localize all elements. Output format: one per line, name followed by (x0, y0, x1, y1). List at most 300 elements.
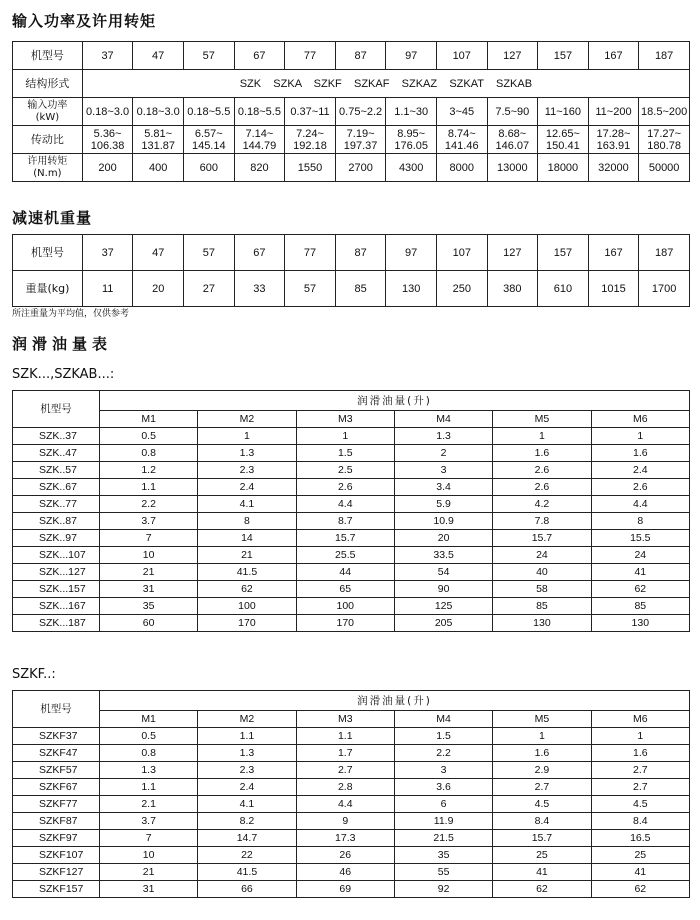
ratio-cell (538, 126, 589, 154)
oil-volume-cell: 26 (296, 847, 394, 864)
torque-cell: 400 (133, 154, 184, 182)
model-cell: SZK..77 (13, 496, 100, 513)
oil-volume-cell: 2.4 (198, 779, 296, 796)
torque-cell: 820 (234, 154, 285, 182)
oil-volume-cell: 1.6 (591, 745, 689, 762)
oil-volume-cell: 3.6 (394, 779, 492, 796)
oil-volume-cell: 14.7 (198, 830, 296, 847)
torque-cell: 8000 (436, 154, 487, 182)
model-cell: 157 (538, 235, 589, 271)
oil-volume-cell: 1.1 (296, 728, 394, 745)
oil-volume-cell: 16.5 (591, 830, 689, 847)
oil-volume-cell: 10 (99, 547, 197, 564)
oil-volume-cell: 8 (198, 513, 296, 530)
oil-volume-cell: 1.1 (198, 728, 296, 745)
weight-row-value (13, 271, 690, 307)
oil-volume-cell: 1.2 (99, 462, 197, 479)
model-cell: 57 (184, 235, 235, 271)
oil-volume-cell: 3.7 (99, 513, 197, 530)
oil-volume-cell: 92 (394, 881, 492, 898)
ratio-min: 6.57~ (194, 127, 223, 140)
lube-title: 润滑油量表 (12, 335, 113, 353)
oil-volume-cell: 1.3 (198, 745, 296, 762)
power-cell: 0.37~11 (285, 98, 336, 126)
power-cell: 11~160 (538, 98, 589, 126)
spec-row-power (13, 98, 690, 126)
row-label: 机型号 (13, 235, 83, 271)
oil-header-row (13, 391, 690, 411)
oil-volume-cell: 170 (198, 615, 296, 632)
table-row (13, 728, 690, 745)
oil-volume-cell: 9 (296, 813, 394, 830)
oil-volume-cell: 1.1 (99, 479, 197, 496)
oil-volume-cell: 2.9 (493, 762, 591, 779)
table-row (13, 745, 690, 762)
oil-volume-cell: 205 (394, 615, 492, 632)
model-cell: 97 (386, 42, 437, 70)
row-label-unit: (N.m) (33, 167, 62, 179)
weight-cell: 1015 (588, 271, 639, 307)
ratio-max: 131.87 (141, 139, 175, 152)
ratio-min: 7.19~ (346, 127, 375, 140)
spec-table (12, 41, 690, 182)
position-cell: M6 (591, 411, 689, 428)
oil-volume-cell: 4.5 (591, 796, 689, 813)
ratio-cell (639, 126, 690, 154)
ratio-max: 144.79 (242, 139, 277, 152)
oil-volume-cell: 125 (394, 598, 492, 615)
ratio-cell (82, 126, 133, 154)
model-cell: SZK..47 (13, 445, 100, 462)
power-cell: 18.5~200 (639, 98, 690, 126)
model-cell: SZKF107 (13, 847, 100, 864)
row-label-line: 许用转矩 (27, 155, 68, 167)
position-cell: M6 (591, 711, 689, 728)
model-cell: SZKF127 (13, 864, 100, 881)
model-cell: SZKF37 (13, 728, 100, 745)
position-cell: M4 (394, 711, 492, 728)
table-row (13, 479, 690, 496)
table-row (13, 530, 690, 547)
table-row (13, 547, 690, 564)
oil-volume-cell: 1 (296, 428, 394, 445)
ratio-cell (335, 126, 386, 154)
oil-volume-cell: 21 (99, 864, 197, 881)
oil-volume-cell: 1.3 (394, 428, 492, 445)
oil-volume-cell: 170 (296, 615, 394, 632)
ratio-cell (588, 126, 639, 154)
oil-volume-cell: 2.2 (394, 745, 492, 762)
model-cell: 127 (487, 235, 538, 271)
ratio-max: 176.05 (394, 139, 429, 152)
model-cell: SZKF57 (13, 762, 100, 779)
ratio-cell (234, 126, 285, 154)
power-cell: 0.18~5.5 (234, 98, 285, 126)
spec-row-torque (13, 154, 690, 182)
row-label: 结构形式 (13, 70, 83, 98)
row-label: 传动比 (13, 126, 83, 154)
oil-header: 润滑油量(升) (99, 691, 689, 711)
oil-volume-cell: 4.1 (198, 496, 296, 513)
oil-volume-cell: 2.1 (99, 796, 197, 813)
position-cell: M2 (198, 711, 296, 728)
oil-volume-cell: 100 (296, 598, 394, 615)
oil-volume-cell: 62 (198, 581, 296, 598)
model-cell: SZKF47 (13, 745, 100, 762)
ratio-min: 8.95~ (397, 127, 426, 140)
oil-volume-cell: 1.5 (394, 728, 492, 745)
model-cell: 167 (588, 42, 639, 70)
oil-volume-cell: 41 (493, 864, 591, 881)
ratio-cell (285, 126, 336, 154)
oil-volume-cell: 66 (198, 881, 296, 898)
oil-volume-cell: 21 (99, 564, 197, 581)
oil-volume-cell: 0.5 (99, 728, 197, 745)
oil-volume-cell: 2.6 (296, 479, 394, 496)
oil-volume-cell: 10 (99, 847, 197, 864)
weight-table (12, 234, 690, 307)
table-row (13, 615, 690, 632)
oil-volume-cell: 2.6 (493, 462, 591, 479)
model-cell: SZKF87 (13, 813, 100, 830)
model-cell: SZKF97 (13, 830, 100, 847)
ratio-max: 150.41 (546, 139, 580, 152)
oil-volume-cell: 2.7 (493, 779, 591, 796)
oil-volume-cell: 2.7 (591, 779, 689, 796)
position-cell: M1 (99, 711, 197, 728)
oil-volume-cell: 1 (591, 428, 689, 445)
ratio-max: 106.38 (90, 139, 125, 152)
model-cell: 107 (436, 42, 487, 70)
ratio-cell (133, 126, 184, 154)
oil-volume-cell: 60 (99, 615, 197, 632)
torque-cell: 4300 (386, 154, 437, 182)
position-cell: M5 (493, 711, 591, 728)
model-cell: SZKF77 (13, 796, 100, 813)
oil-volume-cell: 1 (198, 428, 296, 445)
oil-volume-cell: 15.7 (296, 530, 394, 547)
oil-volume-cell: 4.4 (296, 796, 394, 813)
power-cell: 0.75~2.2 (335, 98, 386, 126)
oil-volume-cell: 1.5 (296, 445, 394, 462)
oil-volume-cell: 58 (493, 581, 591, 598)
szkf-oil-body (13, 728, 690, 898)
ratio-min: 5.36~ (93, 127, 122, 140)
weight-title: 减速机重量 (12, 209, 93, 227)
oil-volume-cell: 8.2 (198, 813, 296, 830)
power-cell: 0.18~3.0 (133, 98, 184, 126)
row-label: 重量(kg) (13, 271, 83, 307)
table-row (13, 445, 690, 462)
oil-volume-cell: 5.9 (394, 496, 492, 513)
oil-volume-cell: 3.4 (394, 479, 492, 496)
model-cell: 87 (335, 42, 386, 70)
oil-volume-cell: 41 (591, 864, 689, 881)
power-cell: 3~45 (436, 98, 487, 126)
oil-volume-cell: 33.5 (394, 547, 492, 564)
oil-volume-cell: 4.1 (198, 796, 296, 813)
table-row (13, 796, 690, 813)
oil-volume-cell: 85 (591, 598, 689, 615)
oil-volume-cell: 22 (198, 847, 296, 864)
spec-title: 输入功率及许用转矩 (12, 12, 157, 30)
oil-header-row (13, 691, 690, 711)
oil-volume-cell: 46 (296, 864, 394, 881)
model-cell: SZK..57 (13, 462, 100, 479)
szkf-subtitle: SZKF..: (12, 667, 56, 682)
table-row (13, 598, 690, 615)
oil-volume-cell: 3.7 (99, 813, 197, 830)
oil-volume-cell: 62 (591, 881, 689, 898)
power-cell: 1.1~30 (386, 98, 437, 126)
oil-volume-cell: 69 (296, 881, 394, 898)
spec-row-model (13, 42, 690, 70)
torque-cell: 13000 (487, 154, 538, 182)
torque-cell: 50000 (639, 154, 690, 182)
model-cell: SZK..97 (13, 530, 100, 547)
model-cell: 77 (285, 42, 336, 70)
oil-volume-cell: 4.5 (493, 796, 591, 813)
torque-cell: 18000 (538, 154, 589, 182)
oil-volume-cell: 2.3 (198, 762, 296, 779)
oil-volume-cell: 40 (493, 564, 591, 581)
oil-volume-cell: 2.7 (591, 762, 689, 779)
position-cell: M1 (99, 411, 197, 428)
weight-row-model (13, 235, 690, 271)
oil-volume-cell: 62 (591, 581, 689, 598)
oil-volume-cell: 31 (99, 581, 197, 598)
torque-cell: 2700 (335, 154, 386, 182)
oil-volume-cell: 2.7 (296, 762, 394, 779)
table-row (13, 581, 690, 598)
ratio-max: 192.18 (293, 139, 327, 152)
oil-volume-cell: 8.4 (591, 813, 689, 830)
position-cell: M2 (198, 411, 296, 428)
oil-volume-cell: 1.7 (296, 745, 394, 762)
szk-subtitle: SZK...,SZKAB...: (12, 367, 115, 382)
model-cell: 77 (285, 235, 336, 271)
oil-volume-cell: 14 (198, 530, 296, 547)
oil-volume-cell: 65 (296, 581, 394, 598)
model-cell: SZK...167 (13, 598, 100, 615)
oil-volume-cell: 130 (493, 615, 591, 632)
table-row (13, 830, 690, 847)
ratio-min: 8.74~ (447, 127, 476, 140)
oil-volume-cell: 24 (493, 547, 591, 564)
oil-volume-cell: 7 (99, 530, 197, 547)
oil-volume-cell: 41 (591, 564, 689, 581)
table-row (13, 847, 690, 864)
oil-volume-cell: 2.5 (296, 462, 394, 479)
ratio-max: 141.46 (444, 139, 479, 152)
ratio-max: 146.07 (495, 139, 530, 152)
model-cell: SZK..37 (13, 428, 100, 445)
row-label-line: 输入功率 (27, 99, 68, 111)
szkf-oil-table (12, 690, 690, 898)
ratio-cell (436, 126, 487, 154)
oil-volume-cell: 1.3 (99, 762, 197, 779)
table-row (13, 564, 690, 581)
table-row (13, 864, 690, 881)
model-cell: SZKF157 (13, 881, 100, 898)
oil-volume-cell: 0.8 (99, 445, 197, 462)
oil-volume-cell: 55 (394, 864, 492, 881)
oil-volume-cell: 4.4 (591, 496, 689, 513)
model-cell: SZK...157 (13, 581, 100, 598)
ratio-max: 145.14 (191, 139, 226, 152)
ratio-min: 7.14~ (245, 127, 274, 140)
oil-volume-cell: 0.5 (99, 428, 197, 445)
oil-volume-cell: 41.5 (198, 564, 296, 581)
oil-volume-cell: 1.6 (591, 445, 689, 462)
szk-oil-body (13, 428, 690, 632)
model-cell: SZK...187 (13, 615, 100, 632)
weight-note: 所注重量为平均值，仅供参考 (12, 309, 130, 319)
weight-cell: 380 (487, 271, 538, 307)
model-cell: 37 (82, 235, 133, 271)
model-cell: 157 (538, 42, 589, 70)
oil-volume-cell: 54 (394, 564, 492, 581)
model-cell: 187 (639, 42, 690, 70)
model-cell: SZK...127 (13, 564, 100, 581)
oil-volume-cell: 1 (493, 428, 591, 445)
oil-volume-cell: 1.6 (493, 745, 591, 762)
table-row (13, 881, 690, 898)
oil-volume-cell: 7 (99, 830, 197, 847)
weight-cell: 130 (386, 271, 437, 307)
position-cell: M4 (394, 411, 492, 428)
model-cell: 67 (234, 42, 285, 70)
model-cell: 187 (639, 235, 690, 271)
ratio-cell (487, 126, 538, 154)
weight-cell: 20 (133, 271, 184, 307)
oil-volume-cell: 4.2 (493, 496, 591, 513)
ratio-min: 17.28~ (596, 127, 631, 140)
model-cell: 87 (335, 235, 386, 271)
table-row (13, 762, 690, 779)
oil-volume-cell: 44 (296, 564, 394, 581)
oil-volume-cell: 2.4 (198, 479, 296, 496)
oil-volume-cell: 90 (394, 581, 492, 598)
model-cell: 67 (234, 235, 285, 271)
oil-volume-cell: 1 (493, 728, 591, 745)
model-header: 机型号 (13, 691, 100, 728)
model-cell: 167 (588, 235, 639, 271)
oil-volume-cell: 15.5 (591, 530, 689, 547)
power-cell: 0.18~3.0 (82, 98, 133, 126)
model-cell: 97 (386, 235, 437, 271)
model-cell: SZK..87 (13, 513, 100, 530)
row-label: 机型号 (13, 42, 83, 70)
power-cell: 7.5~90 (487, 98, 538, 126)
oil-volume-cell: 7.8 (493, 513, 591, 530)
ratio-max: 180.78 (647, 139, 681, 152)
ratio-cell (386, 126, 437, 154)
oil-volume-cell: 6 (394, 796, 492, 813)
ratio-min: 12.65~ (545, 127, 580, 140)
oil-volume-cell: 15.7 (493, 830, 591, 847)
weight-cell: 11 (82, 271, 133, 307)
table-row (13, 462, 690, 479)
model-cell: 37 (82, 42, 133, 70)
oil-volume-cell: 35 (394, 847, 492, 864)
oil-volume-cell: 25.5 (296, 547, 394, 564)
oil-volume-cell: 24 (591, 547, 689, 564)
ratio-min: 7.24~ (296, 127, 324, 140)
table-row (13, 813, 690, 830)
oil-volume-cell: 15.7 (493, 530, 591, 547)
oil-volume-cell: 41.5 (198, 864, 296, 881)
model-cell: 47 (133, 42, 184, 70)
table-row (13, 779, 690, 796)
table-row (13, 496, 690, 513)
ratio-min: 17.27~ (647, 127, 682, 140)
ratio-min: 8.68~ (498, 127, 527, 140)
oil-volume-cell: 100 (198, 598, 296, 615)
oil-volume-cell: 2.6 (493, 479, 591, 496)
torque-cell: 200 (82, 154, 133, 182)
torque-cell: 1550 (285, 154, 336, 182)
weight-cell: 610 (538, 271, 589, 307)
spec-row-struct (13, 70, 690, 98)
oil-volume-cell: 25 (493, 847, 591, 864)
oil-volume-cell: 25 (591, 847, 689, 864)
position-cell: M3 (296, 711, 394, 728)
ratio-min: 5.81~ (144, 127, 173, 140)
oil-volume-cell: 8.4 (493, 813, 591, 830)
oil-volume-cell: 1.6 (493, 445, 591, 462)
szk-oil-table (12, 390, 690, 632)
oil-volume-cell: 17.3 (296, 830, 394, 847)
oil-volume-cell: 2.8 (296, 779, 394, 796)
ratio-max: 197.37 (343, 139, 378, 152)
oil-volume-cell: 3 (394, 762, 492, 779)
oil-volume-cell: 1 (591, 728, 689, 745)
torque-cell: 32000 (588, 154, 639, 182)
oil-volume-cell: 62 (493, 881, 591, 898)
oil-volume-cell: 0.8 (99, 745, 197, 762)
oil-volume-cell: 130 (591, 615, 689, 632)
table-row (13, 428, 690, 445)
weight-cell: 57 (285, 271, 336, 307)
model-cell: 47 (133, 235, 184, 271)
oil-volume-cell: 2.3 (198, 462, 296, 479)
spec-row-ratio (13, 126, 690, 154)
oil-volume-cell: 2 (394, 445, 492, 462)
weight-cell: 85 (335, 271, 386, 307)
weight-cell: 27 (184, 271, 235, 307)
model-cell: SZK...107 (13, 547, 100, 564)
oil-volume-cell: 1.1 (99, 779, 197, 796)
model-cell: 127 (487, 42, 538, 70)
ratio-cell (183, 126, 234, 154)
oil-header: 润滑油量(升) (99, 391, 689, 411)
model-cell: SZK..67 (13, 479, 100, 496)
oil-volume-cell: 85 (493, 598, 591, 615)
power-cell: 11~200 (588, 98, 639, 126)
table-row (13, 513, 690, 530)
position-cell: M5 (493, 411, 591, 428)
oil-volume-cell: 2.6 (591, 479, 689, 496)
oil-volume-cell: 3 (394, 462, 492, 479)
oil-volume-cell: 4.4 (296, 496, 394, 513)
oil-volume-cell: 1.3 (198, 445, 296, 462)
row-label (13, 154, 83, 182)
oil-volume-cell: 21 (198, 547, 296, 564)
oil-volume-cell: 20 (394, 530, 492, 547)
power-cell: 0.18~5.5 (183, 98, 234, 126)
struct-value: SZK SZKA SZKF SZKAF SZKAZ SZKAT SZKAB (82, 70, 689, 98)
